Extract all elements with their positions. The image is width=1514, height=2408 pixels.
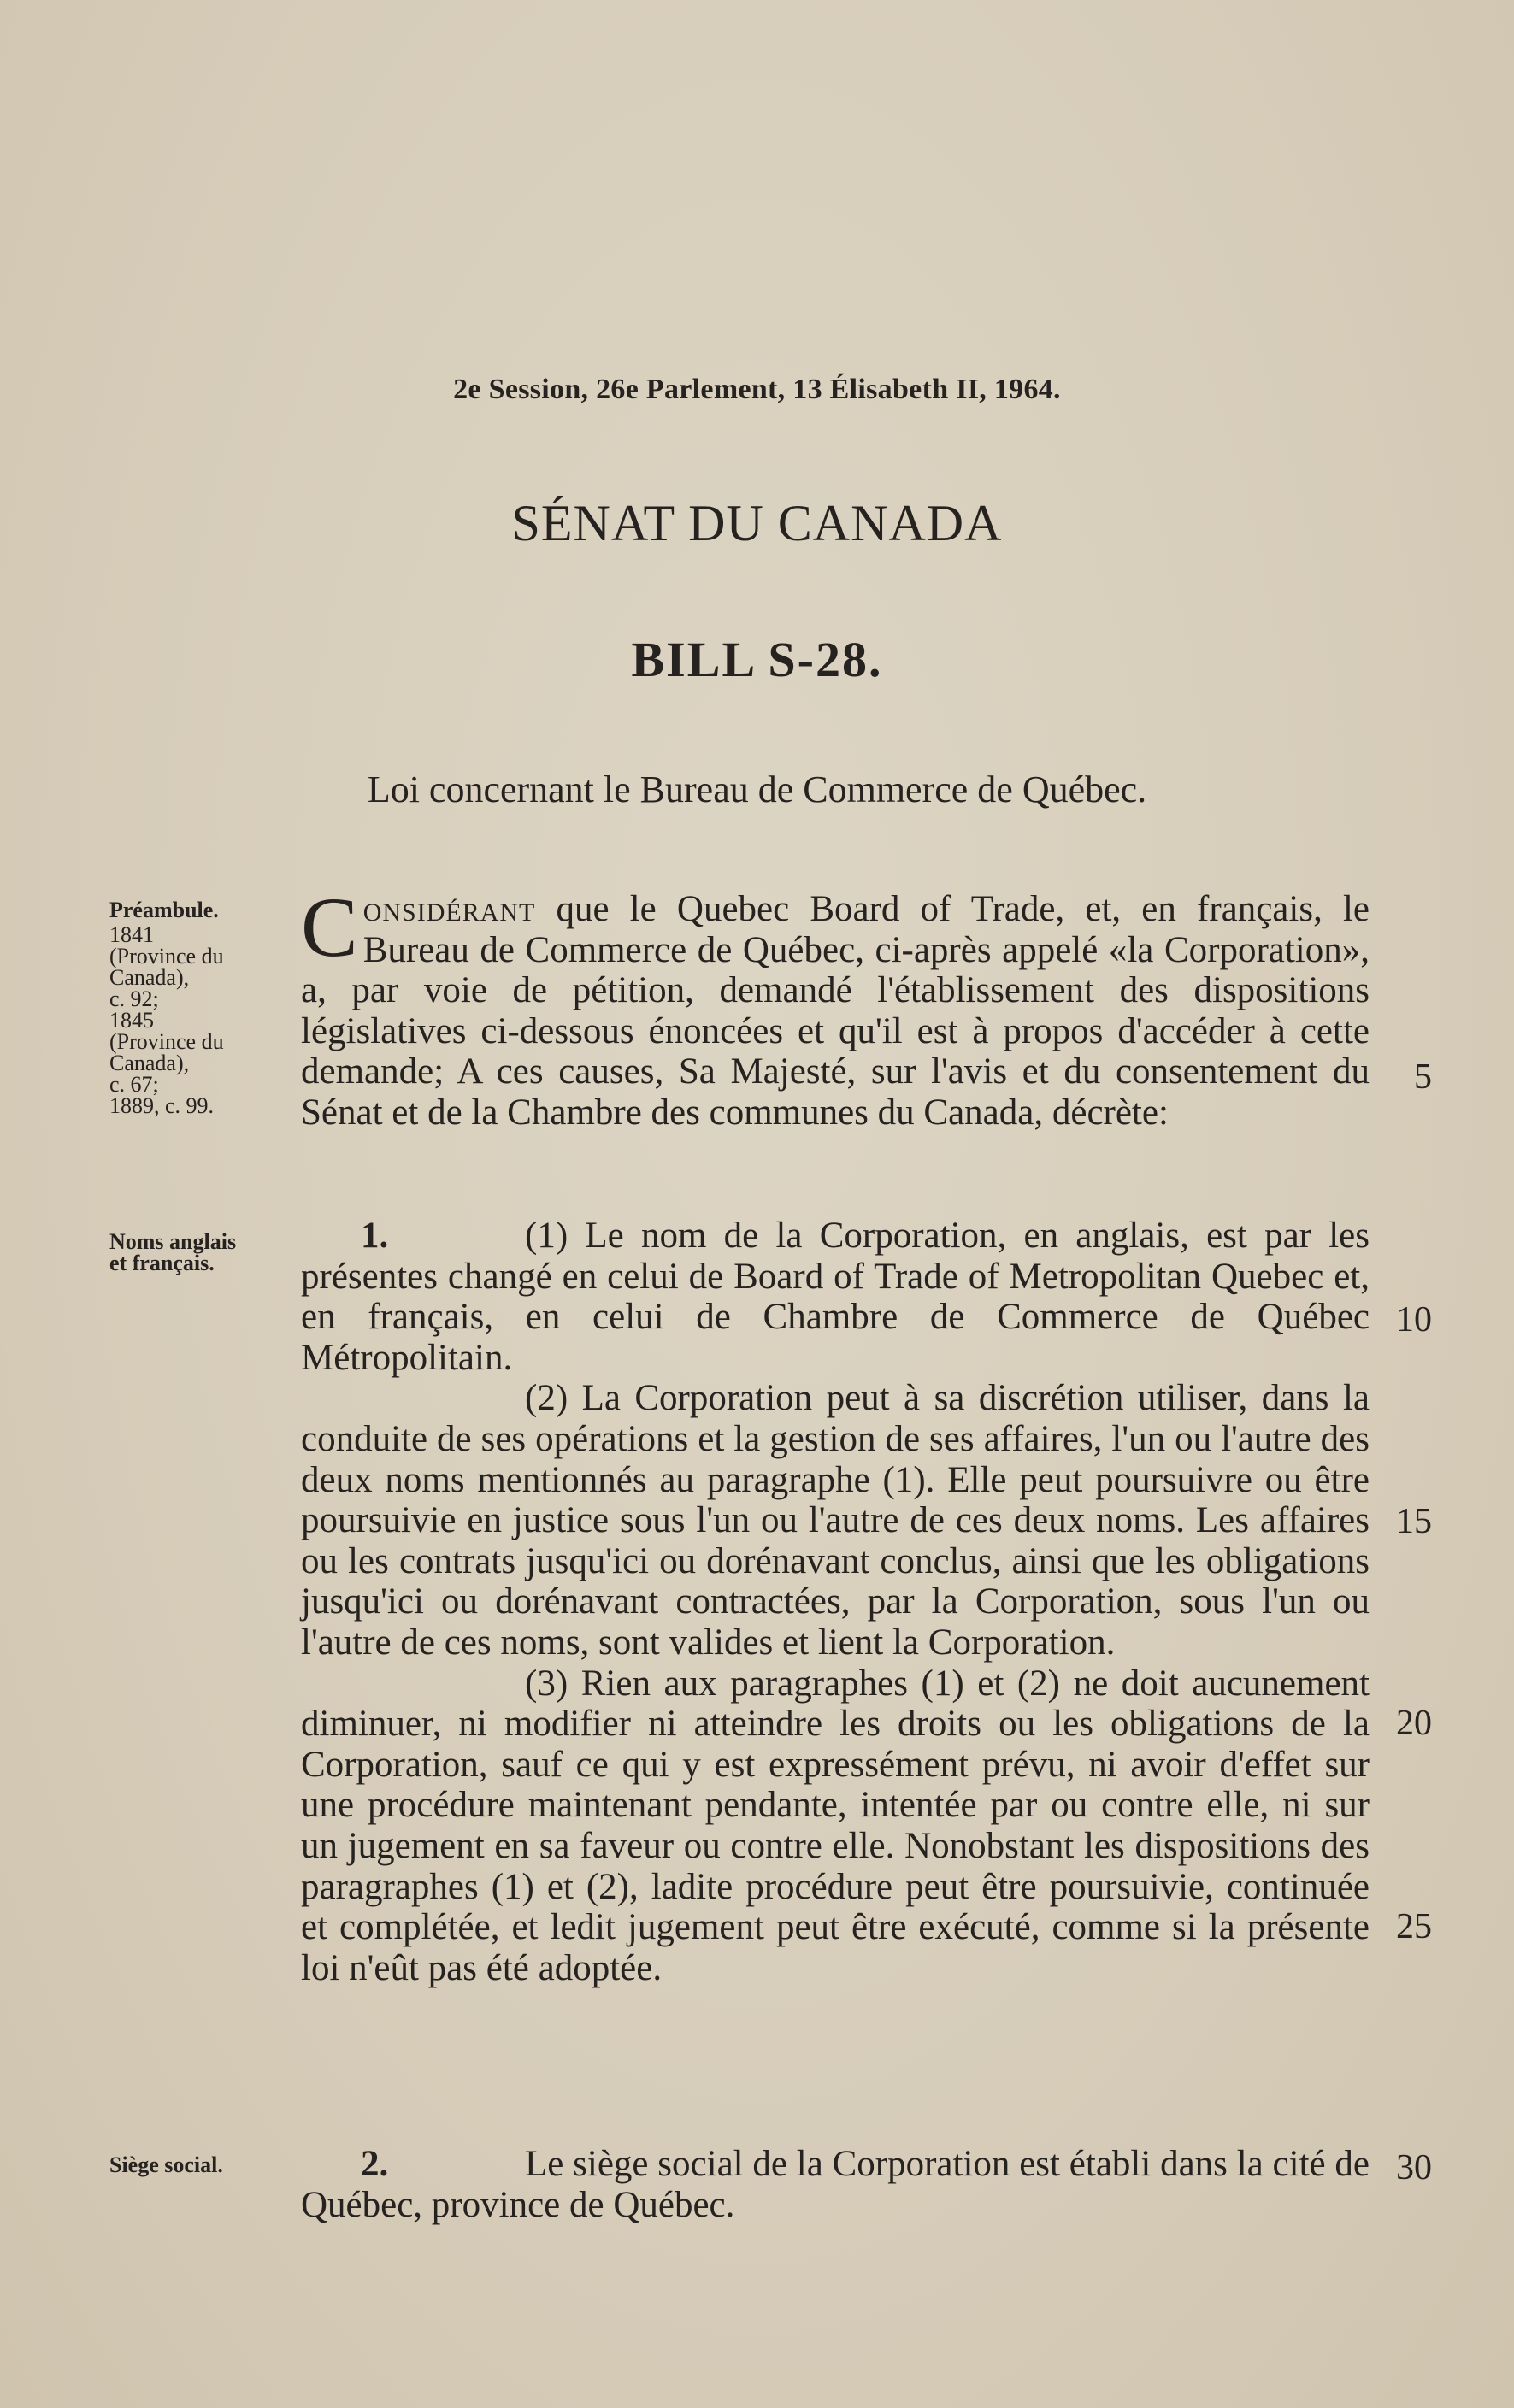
margin-ref: c. 67; bbox=[109, 1072, 159, 1097]
line-number: 25 bbox=[1396, 1907, 1432, 1946]
section1-number: 1. bbox=[361, 1216, 389, 1256]
margin-ref: 1889, c. 99. bbox=[109, 1093, 215, 1118]
margin-ref: 1845 bbox=[109, 1008, 154, 1033]
section2-number: 2. bbox=[361, 2144, 389, 2184]
section2-margin-note bbox=[109, 2154, 289, 2175]
margin-ref: 1841 bbox=[109, 922, 154, 947]
margin-note-line: et français. bbox=[109, 1251, 215, 1275]
session-line: 2e Session, 26e Parlement, 13 Élisabeth II, 1964. bbox=[453, 374, 1061, 405]
margin-note-line: Noms anglais bbox=[109, 1229, 237, 1254]
preamble-lead: onsidérant bbox=[362, 889, 536, 929]
preamble-margin-label: Préambule. bbox=[109, 898, 219, 922]
margin-note-line: Siège social. bbox=[109, 2152, 223, 2177]
line-number: 5 bbox=[1414, 1057, 1432, 1097]
line-number: 30 bbox=[1396, 2148, 1432, 2187]
section2-body: Le siège social de la Corporation est établi dans la cité de Québec, province de Québec. bbox=[301, 2144, 1370, 2225]
section1-sub1-text: (1) Le nom de la Corporation, en anglais, est par les présentes changé en celui de Board of Trade of Metropolitan Quebec et, en français, en celui de Chambre de Commerce de Québec Métropolitain. bbox=[301, 1216, 1370, 1378]
section2-text bbox=[301, 2144, 1370, 2225]
bill-number: BILL S-28. bbox=[631, 632, 883, 687]
margin-ref: (Province du bbox=[109, 944, 224, 968]
chamber-title: SÉNAT DU CANADA bbox=[511, 495, 1003, 551]
margin-ref: Canada), bbox=[109, 965, 190, 990]
margin-ref: (Province du bbox=[109, 1029, 224, 1054]
preamble-text bbox=[301, 880, 1370, 1133]
line-number: 20 bbox=[1396, 1704, 1432, 1743]
margin-ref: c. 92; bbox=[109, 986, 159, 1011]
section1-sub3: (3) Rien aux paragraphes (1) et (2) ne doit aucunement diminuer, ni modifier ni atteindre les droits ou les obligations de la Corporation, sauf ce qui y est expressément prévu, ni avoir d'effet sur une procédure maintenant pendante, intentée par ou contre elle, ni sur un jugement en sa faveur ou contre elle. Nonobstant les dispositions des paragraphes (1) et (2), ladite procédure peut être poursuivie, continuée et complétée, et ledit jugement peut être exécuté, comme si la présente loi n'eût pas été adoptée. bbox=[301, 1663, 1370, 1988]
section1-sub1 bbox=[301, 1216, 1370, 1378]
bill-title: Loi concernant le Bureau de Commerce de Québec. bbox=[367, 768, 1147, 810]
section1-text bbox=[301, 1216, 1370, 1988]
margin-ref: Canada), bbox=[109, 1051, 190, 1075]
section1-sub2: (2) La Corporation peut à sa discrétion utiliser, dans la conduite de ses opérations et la gestion de ses affaires, l'un ou l'autre des deux noms mentionnés au paragraphe (1). Elle peut poursuivre ou être poursuivie en justice sous l'un ou l'autre de ces deux noms. Les affaires ou les contrats jusqu'ici ou dorénavant conclus, ainsi que les obligations jusqu'ici ou dorénavant contractées, par la Corporation, sous l'un ou l'autre de ces noms, sont valides et lient la Corporation. bbox=[301, 1378, 1370, 1663]
drop-cap: C bbox=[301, 880, 358, 974]
preamble-margin-notes bbox=[109, 899, 289, 1116]
preamble-body: que le Quebec Board of Trade, et, en français, le Bureau de Commerce de Québec, ci-après appelé «la Corporation», a, par voie de pétition, demandé l'établissement des dispositions législatives ci-dessous énoncées et qu'il est à propos d'accéder à cette demande; A ces causes, Sa Majesté, sur l'avis et du consentement du Sénat et de la Chambre des communes du Canada, décrète: bbox=[301, 889, 1370, 1133]
line-number: 15 bbox=[1396, 1502, 1432, 1541]
line-number: 10 bbox=[1396, 1300, 1432, 1339]
section1-margin-note bbox=[109, 1231, 289, 1274]
